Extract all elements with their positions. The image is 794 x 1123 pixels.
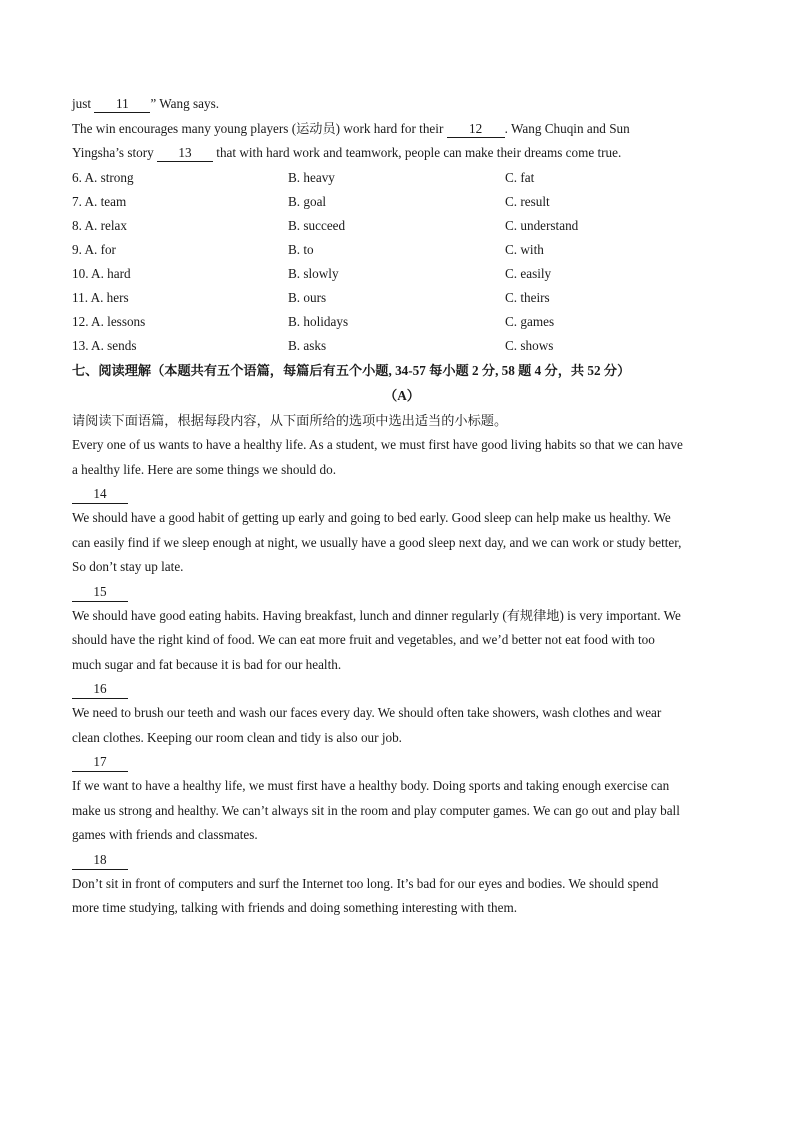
paragraph-line: make us strong and healthy. We can’t always sit in the room and play computer games. We can go out and play ball [72,802,680,818]
option-a: 8. A. relax [72,217,127,233]
paragraph-line: should have the right kind of food. We can eat more fruit and vegetables, and we’d better not eat food with too [72,632,655,647]
instruction-text: 请阅读下面语篇，根据每段内容，从下面所给的选项中选出适当的小标题。 [72,412,508,428]
option-c: C. shows [505,337,554,353]
option-row [72,310,732,334]
option-b: B. succeed [288,217,346,233]
paragraph-line: Don’t sit in front of computers and surf the Internet too long. It’s bad for our eyes and bodies. We should spend [72,875,659,891]
option-b: B. goal [288,193,327,209]
heading-blank-row [72,848,732,872]
cloze-text: that with hard work and teamwork, people can make their dreams come true. [213,145,622,160]
option-a: 6. A. strong [72,169,134,185]
option-c: C. result [505,193,550,209]
option-a: 9. A. for [72,241,116,257]
option-row [72,238,732,262]
heading-blank-17: 17 [72,753,128,772]
cloze-line-2 [72,117,732,142]
answer-blank-12 [447,120,505,138]
paragraph-line: clean clothes. Keeping our room clean and tidy is also our job. [72,729,402,745]
cloze-text: ” Wang says. [150,96,220,111]
paragraph-line: can easily find if we sleep enough at night, we usually have a good sleep next day, and we can work or study better, [72,534,682,550]
heading-blank-row [72,677,732,701]
heading-blank-18: 18 [72,851,128,870]
intro-line: a healthy life. Here are some things we should do. [72,461,337,477]
option-row [72,334,732,358]
option-b: B. ours [288,289,327,305]
option-c: C. with [505,241,544,257]
heading-blank-row [72,750,732,774]
option-b: B. slowly [288,265,339,281]
option-row [72,214,732,238]
option-a: 10. A. hard [72,265,131,281]
option-a: 11. A. hers [72,289,129,305]
paragraph-line: So don’t stay up late. [72,559,184,574]
heading-blank-15: 15 [72,583,128,602]
option-a: 13. A. sends [72,337,137,353]
blank-number: 11 [116,96,129,111]
option-row [72,286,732,310]
option-a: 7. A. team [72,193,127,209]
option-b: B. asks [288,337,327,353]
cloze-text: just [72,96,95,111]
answer-blank-11 [94,95,150,113]
paragraph-line: much sugar and fat because it is bad for our health. [72,656,342,672]
paragraph-line: We should have a good habit of getting up early and going to bed early. Good sleep can help make us healthy. We [72,510,671,525]
option-c: C. understand [505,217,579,233]
paragraph-line: We need to brush our teeth and wash our faces every day. We should often take showers, wash clothes and wear [72,705,662,720]
paragraph-line: games with friends and classmates. [72,827,258,842]
option-c: C. games [505,313,555,329]
option-b: B. heavy [288,169,335,185]
cloze-text: Yingsha’s story [72,145,157,160]
option-row [72,166,732,190]
document-page [72,92,732,921]
option-row [72,190,732,214]
paragraph-line: We should have good eating habits. Having breakfast, lunch and dinner regularly (有规律地) is very important. We [72,607,681,623]
option-b: B. holidays [288,313,349,329]
heading-blank-16: 16 [72,680,128,699]
passage-label: （A） [384,387,420,403]
option-b: B. to [288,241,314,257]
paragraph-line: If we want to have a healthy life, we must first have a healthy body. Doing sports and taking enough exercise can [72,778,670,793]
heading-blank-14: 14 [72,485,128,504]
cloze-text: . Wang Chuqin and Sun [504,120,630,136]
option-row [72,262,732,286]
heading-blank-row [72,580,732,604]
answer-blank-13 [157,144,213,162]
option-c: C. theirs [505,289,550,305]
paragraph-line: more time studying, talking with friends and doing something interesting with them. [72,900,518,915]
blank-number: 12 [469,120,483,136]
cloze-line-1 [72,92,732,117]
option-c: C. fat [505,169,535,185]
cloze-text: The win encourages many young players (运动员) work hard for their [72,120,447,136]
intro-line: Every one of us wants to have a healthy life. As a student, we must first have good living habits so that we can have [72,437,683,452]
options-list [72,166,732,358]
heading-blank-row [72,482,732,506]
option-c: C. easily [505,265,552,281]
section-title: 七、阅读理解（本题共有五个语篇，每篇后有五个小题, 34-57 每小题 2 分, 58 题 4 分，共 52 分） [72,362,631,378]
cloze-line-3 [72,141,732,166]
blank-number: 13 [178,145,192,160]
option-a: 12. A. lessons [72,313,146,329]
